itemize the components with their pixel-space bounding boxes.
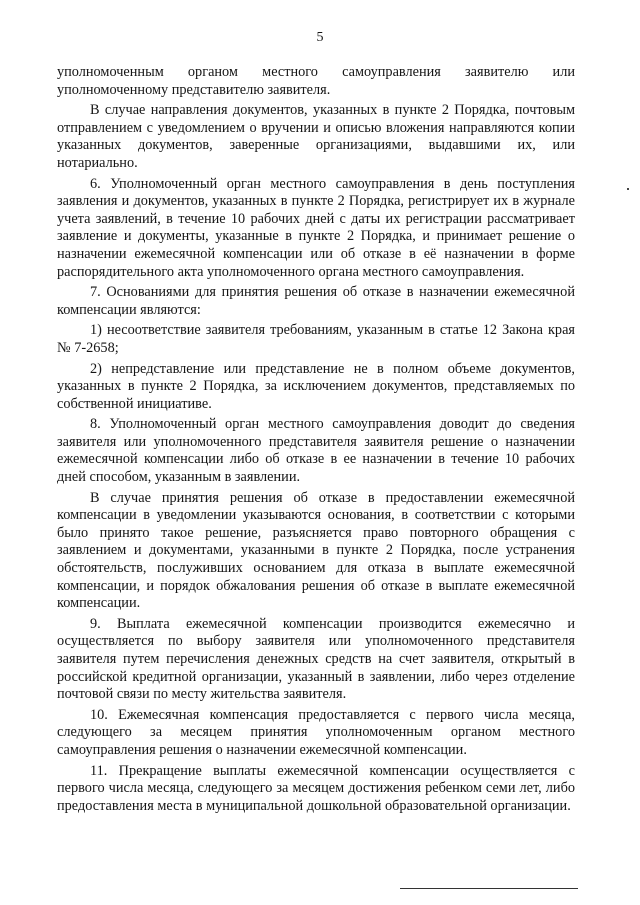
paragraph-7-item-1: 1) несоответствие заявителя требованиям, указанным в статье 12 Закона края № 7-2658; [57,322,575,356]
paragraph-postal-delivery: В случае направления документов, указанных в пункте 2 Порядка, почтовым отправлением с уведомлением о вручении и описью вложения направляются копии указанных документов, заверенные организациями, выдавшими их, или нотариально. [57,102,575,171]
paragraph-refusal-notice: В случае принятия решения об отказе в предоставлении ежемесячной компенсации в уведомлении указываются основания, в соответствии с которыми было принято такое решение, разъясняется право повторного обращения с заявлением и документами, указанными в пункте 2 Порядка, после устранения обстоятельств, послуживших основанием для отказа в выплате ежемесячной компенсации, и порядок обжалования решения об отказе в выплате ежемесячной компенсации. [57,489,575,612]
paragraph-11-termination: 11. Прекращение выплаты ежемесячной компенсации осуществляется с первого числа месяца, следующего за месяцем достижения ребенком семи лет, либо предоставления места в муниципальной дошкольной образовательной организации. [57,762,575,814]
page-number: 5 [316,30,324,45]
paragraph-6-registration: 6. Уполномоченный орган местного самоуправления в день поступления заявления и документов, указанных в пункте 2 Порядка, регистрирует их в журнале учета заявлений, в течение 10 рабочих дней с даты их регистрации рассматривает заявление и документы, указанные в пункте 2 Порядка, и принимает решение о назначении ежемесячной компенсации или об отказе в её назначении в форме распорядительного акта уполномоченного органа местного самоуправления. [57,175,575,280]
paragraph-7-item-2: 2) непредставление или представление не в полном объеме документов, указанных в пункте 2 Порядка, за исключением документов, представляемых по собственной инициативе. [57,360,575,412]
paragraph-8-notification: 8. Уполномоченный орган местного самоуправления доводит до сведения заявителя или уполномоченного представителя заявителя решение о назначении ежемесячной компенсации либо об отказе в ее назначении в течение 10 рабочих дней способом, указанным в заявлении. [57,416,575,486]
document-body [57,64,575,818]
margin-mark [627,188,629,190]
paragraph-9-payment: 9. Выплата ежемесячной компенсации производится ежемесячно и осуществляется по выбору заявителя или уполномоченного представителя заявителя путем перечисления денежных средств на счет заявителя, открытый в российской кредитной организации, указанный в заявлении, либо через отделение почтовой связи по месту жительства заявителя. [57,615,575,703]
footer-rule [400,888,578,889]
paragraph-continuation: уполномоченным органом местного самоуправления заявителю или уполномоченному представителю заявителя. [57,64,575,98]
paragraph-10-start-date: 10. Ежемесячная компенсация предоставляется с первого числа месяца, следующего за месяцем принятия уполномоченным органом местного самоуправления решения о назначении ежемесячной компенсации. [57,706,575,758]
paragraph-7-refusal-grounds: 7. Основаниями для принятия решения об отказе в назначении ежемесячной компенсации являются: [57,284,575,318]
